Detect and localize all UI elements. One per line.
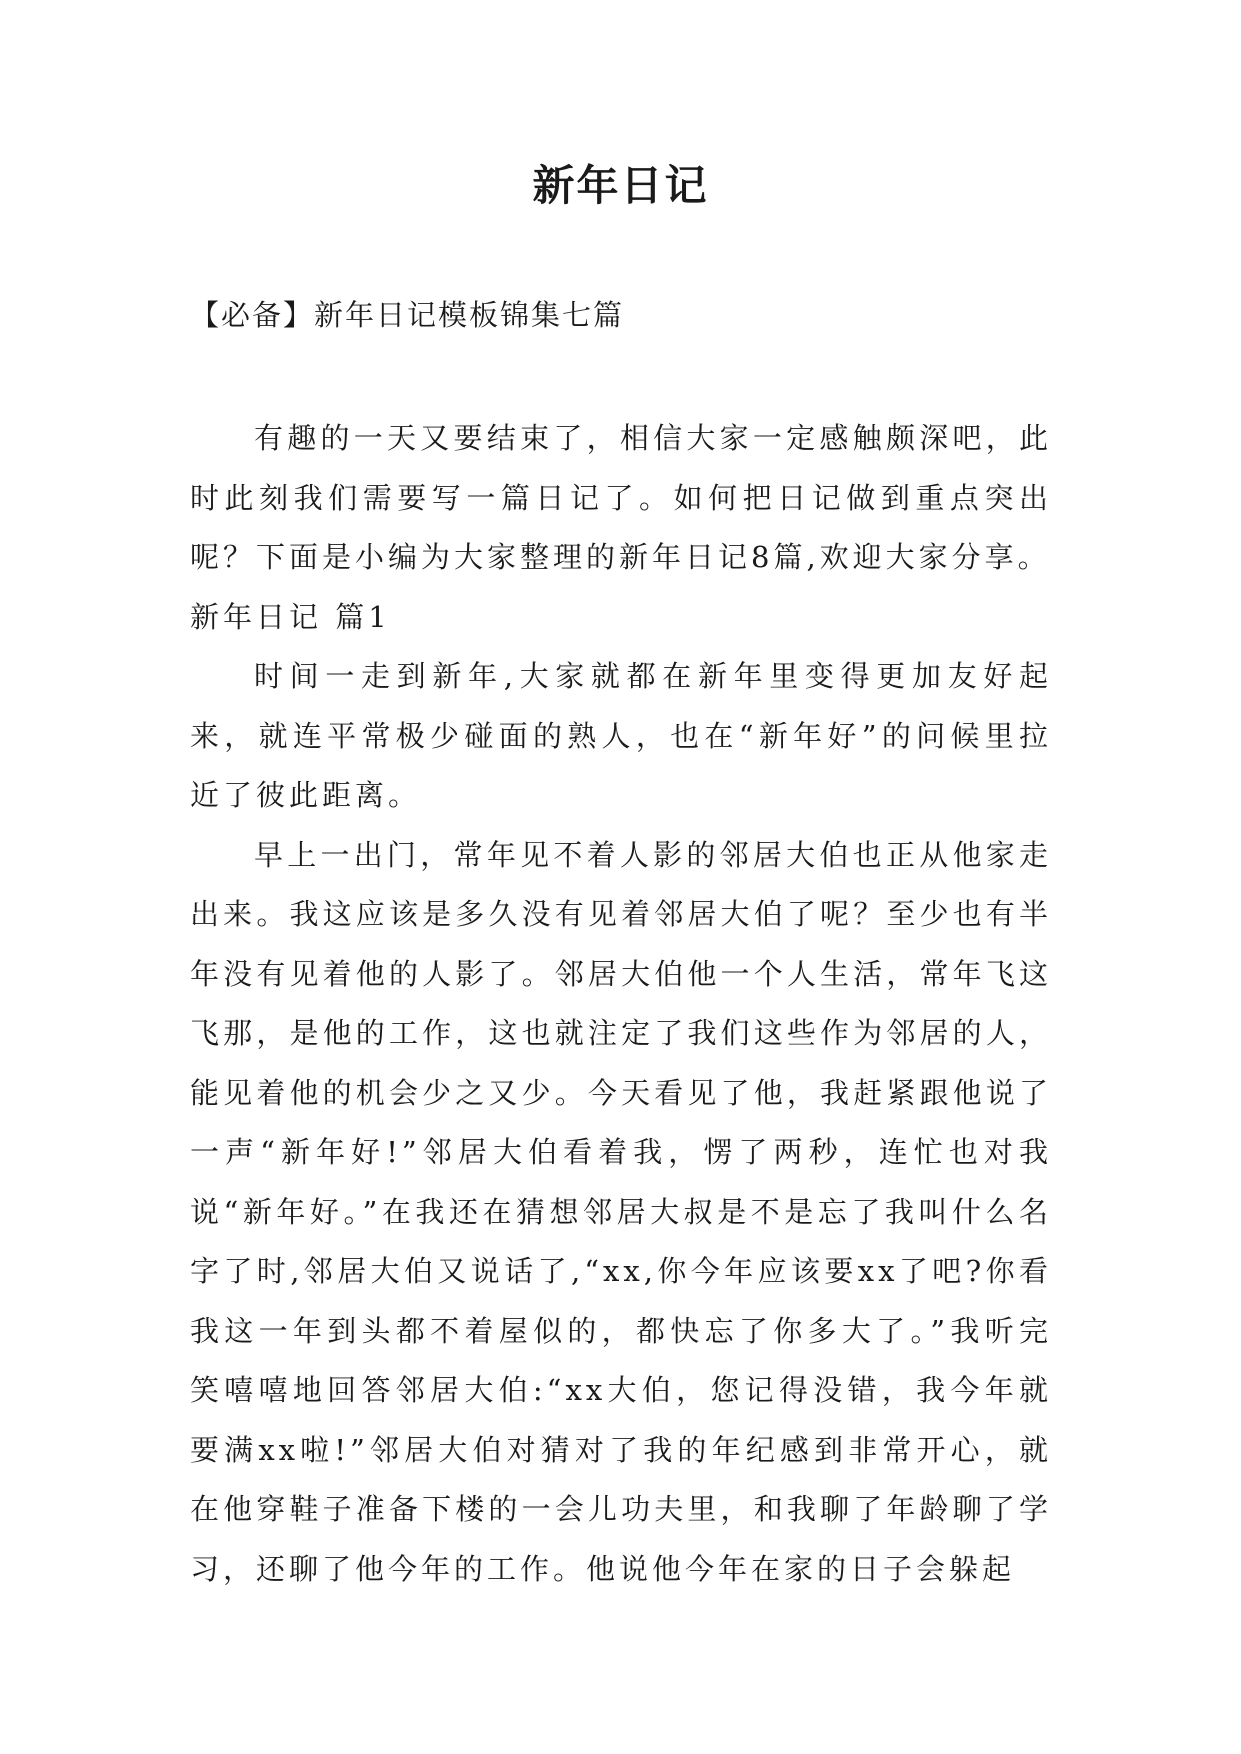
document-subtitle: 【必备】新年日记模板锦集七篇 bbox=[190, 298, 625, 332]
body-paragraph: 早上一出门，常年见不着人影的邻居大伯也正从他家走出来。我这应该是多久没有见着邻居大伯了呢？至少也有半年没有见着他的人影了。邻居大伯他一个人生活，常年飞这飞那，是他的工作，这也就注定了我们这些作为邻居的人，能见着他的机会少之又少。今天看见了他，我赶紧跟他说了一声“新年好!”邻居大伯看着我，愣了两秒，连忙也对我说“新年好。”在我还在猜想邻居大叔是不是忘了我叫什么名字了时,邻居大伯又说话了,“xx,你今年应该要xx了吧?你看我这一年到头都不着屋似的，都快忘了你多大了。”我听完笑嘻嘻地回答邻居大伯:“xx大伯，您记得没错，我今年就要满xx啦!”邻居大伯对猜对了我的年纪感到非常开心，就在他穿鞋子准备下楼的一会儿功夫里，和我聊了年龄聊了学习，还聊了他今年的工作。他说他今年在家的日子会躲起 bbox=[190, 837, 1052, 1586]
document-body bbox=[190, 409, 1052, 1599]
section-heading: 新年日记 篇1 bbox=[190, 599, 391, 634]
intro-paragraph: 有趣的一天又要结束了，相信大家一定感触颇深吧，此时此刻我们需要写一篇日记了。如何把日记做到重点突出呢？下面是小编为大家整理的新年日记8篇,欢迎大家分享。 bbox=[190, 421, 1052, 574]
body-paragraph: 时间一走到新年,大家就都在新年里变得更加友好起来，就连平常极少碰面的熟人，也在“新年好”的问候里拉近了彼此距离。 bbox=[190, 659, 1052, 812]
document-title: 新年日记 bbox=[532, 161, 709, 210]
